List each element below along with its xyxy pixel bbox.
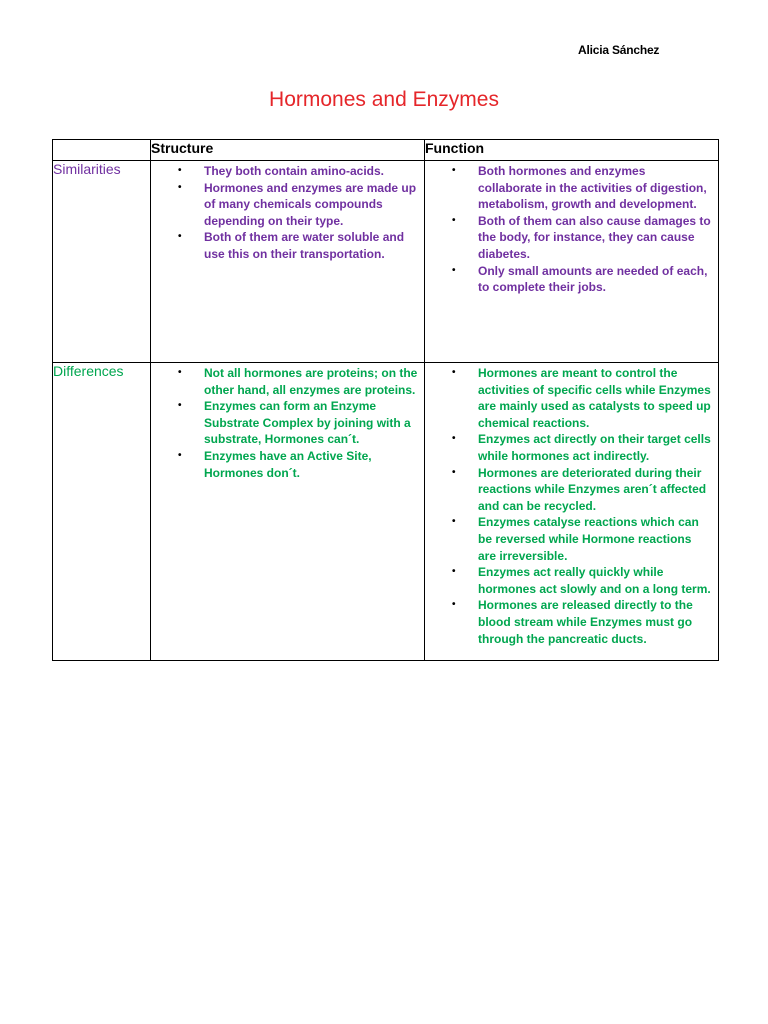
similarities-row-header: Similarities bbox=[53, 161, 151, 363]
list-item-text: Only small amounts are needed of each, to complete their jobs. bbox=[478, 263, 708, 295]
list-item-text: Enzymes catalyse reactions which can be reversed while Hormone reactions are irreversible. bbox=[478, 515, 699, 563]
list-item-text: Hormones are released directly to the blood stream while Enzymes must go through the pancreatic ducts. bbox=[478, 598, 693, 646]
list-item-text: They both contain amino-acids. bbox=[204, 164, 385, 178]
differences-structure-cell bbox=[151, 363, 425, 661]
table-header-row bbox=[53, 140, 719, 161]
similarities-row bbox=[53, 161, 719, 363]
bullet-icon: • bbox=[452, 566, 456, 578]
bullet-icon: • bbox=[452, 516, 456, 528]
list-item bbox=[425, 465, 712, 515]
differences-row-header: Differences bbox=[53, 363, 151, 661]
bullet-list bbox=[151, 161, 424, 263]
similarities-structure-cell bbox=[151, 161, 425, 363]
list-item-text: Both hormones and enzymes collaborate in the activities of digestion, metabolism, growth and development. bbox=[478, 164, 707, 212]
list-item bbox=[425, 213, 712, 263]
bullet-list bbox=[425, 363, 718, 647]
bullet-icon: • bbox=[178, 449, 182, 461]
list-item bbox=[151, 229, 418, 262]
list-item-text: Enzymes act really quickly while hormones act slowly and on a long term. bbox=[478, 565, 711, 596]
list-item-text: Both of them can also cause damages to the body, for instance, they can cause diabetes. bbox=[478, 213, 711, 261]
list-item-text: Hormones are deteriorated during their reactions while Enzymes aren´t affected and can be recycled. bbox=[478, 465, 707, 513]
list-item bbox=[425, 365, 712, 431]
list-item-text: Enzymes act directly on their target cells while hormones act indirectly. bbox=[478, 432, 711, 463]
bullet-icon: • bbox=[452, 466, 456, 478]
document-title: Hormones and Enzymes bbox=[269, 88, 499, 111]
list-item-text: Hormones are meant to control the activities of specific cells while Enzymes are mainly used as catalysts to speed up chemical reactions. bbox=[478, 366, 711, 430]
bullet-icon: • bbox=[178, 181, 182, 193]
list-item-text: Enzymes have an Active Site, Hormones don´t. bbox=[204, 448, 372, 480]
list-item-text: Hormones and enzymes are made up of many chemicals compounds depending on their type. bbox=[204, 180, 417, 228]
list-item-text: Enzymes can form an Enzyme Substrate Complex by joining with a substrate, Hormones can´t. bbox=[204, 399, 411, 447]
bullet-icon: • bbox=[452, 165, 456, 176]
differences-row bbox=[53, 363, 719, 661]
bullet-icon: • bbox=[452, 599, 456, 611]
similarities-function-cell bbox=[425, 161, 719, 363]
differences-function-cell bbox=[425, 363, 719, 661]
bullet-icon: • bbox=[178, 400, 182, 412]
list-item bbox=[425, 597, 712, 647]
list-item bbox=[151, 180, 418, 230]
bullet-list bbox=[425, 161, 718, 296]
list-item bbox=[151, 365, 418, 398]
corner-header-cell bbox=[53, 140, 151, 161]
author-name: Alicia Sánchez bbox=[578, 43, 660, 57]
bullet-icon: • bbox=[178, 231, 182, 243]
comparison-table bbox=[52, 139, 719, 661]
list-item bbox=[425, 564, 712, 597]
bullet-icon: • bbox=[452, 214, 456, 226]
list-item bbox=[151, 163, 418, 180]
list-item bbox=[425, 431, 712, 464]
function-column-header: Function bbox=[425, 140, 719, 161]
list-item-text: Not all hormones are proteins; on the other hand, all enzymes are proteins. bbox=[204, 366, 418, 397]
bullet-icon: • bbox=[452, 433, 456, 445]
bullet-icon: • bbox=[178, 165, 182, 176]
structure-column-header: Structure bbox=[151, 140, 425, 161]
list-item bbox=[425, 163, 712, 213]
bullet-icon: • bbox=[452, 367, 456, 378]
list-item-text: Both of them are water soluble and use this on their transportation. bbox=[204, 230, 405, 261]
list-item bbox=[425, 514, 712, 564]
list-item bbox=[425, 263, 712, 296]
list-item bbox=[151, 398, 418, 448]
bullet-icon: • bbox=[452, 264, 456, 276]
bullet-icon: • bbox=[178, 367, 182, 378]
bullet-list bbox=[151, 363, 424, 481]
list-item bbox=[151, 448, 418, 481]
